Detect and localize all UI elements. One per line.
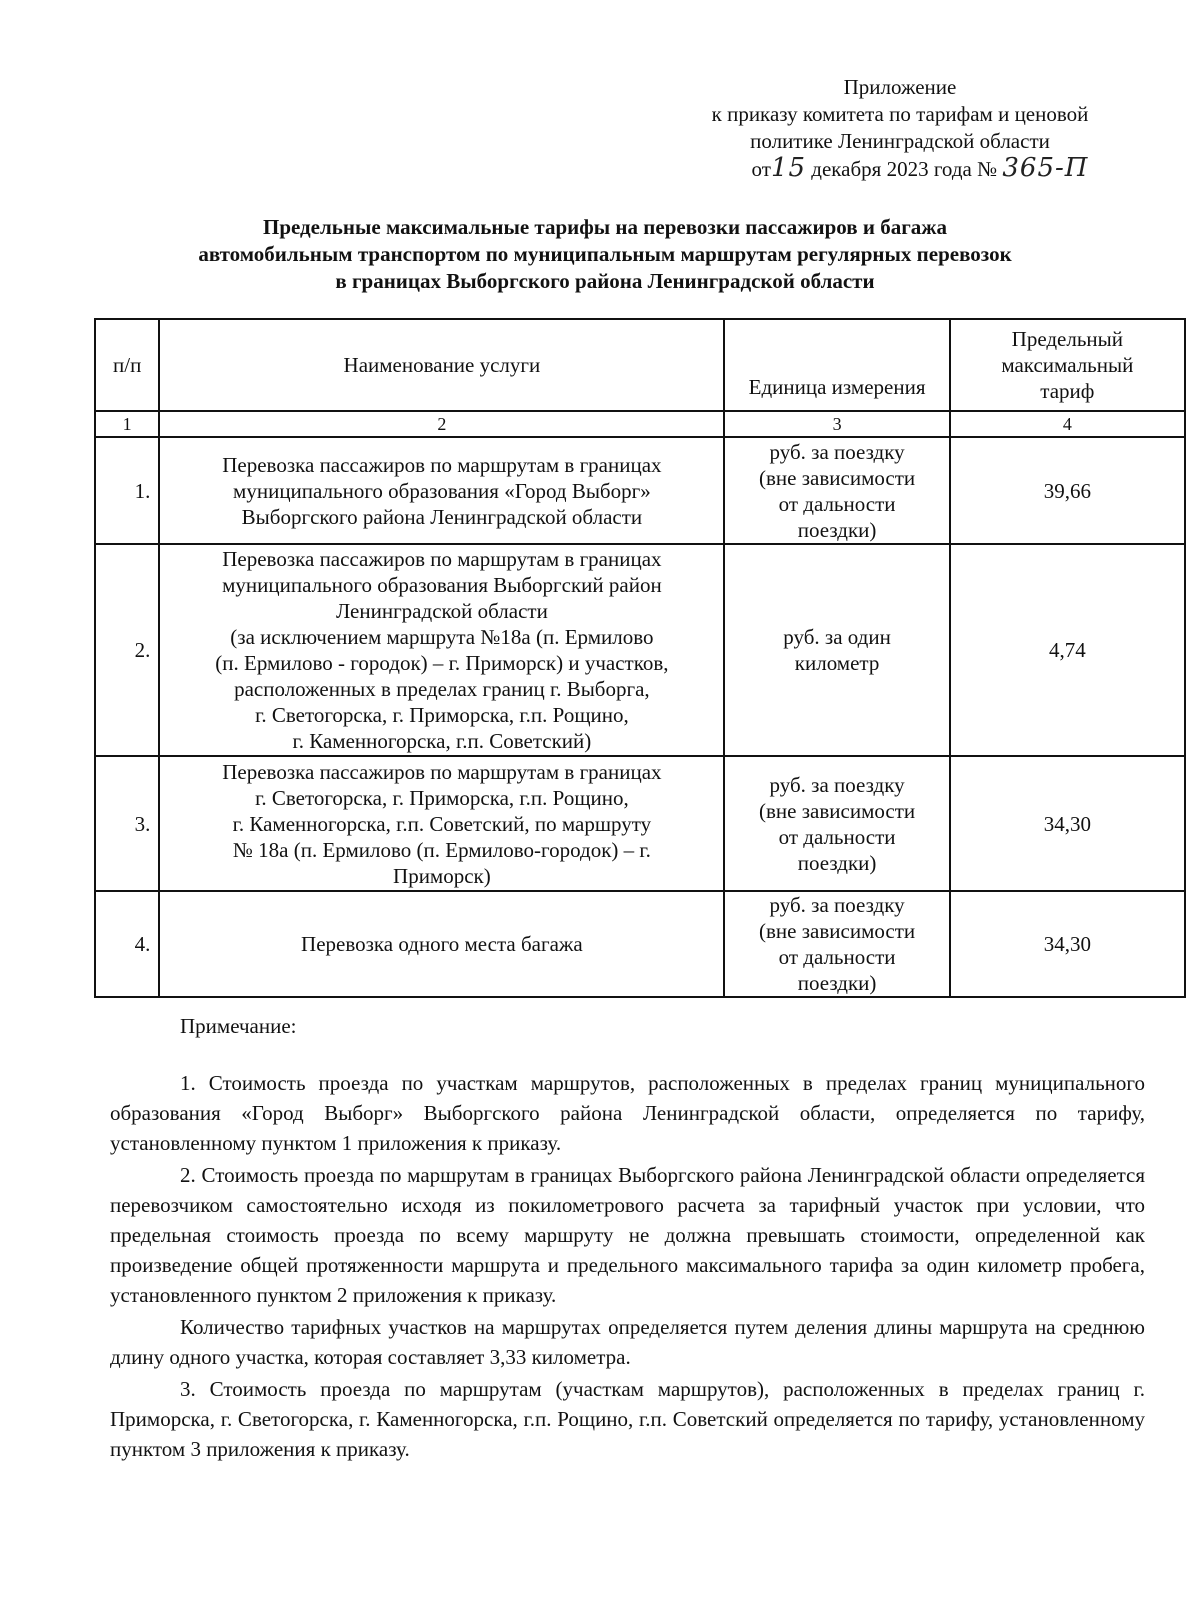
service-name-line: Перевозка пассажиров по маршрутам в границах — [222, 547, 662, 571]
row-number: 3. — [95, 756, 159, 891]
service-name-line: г. Каменногорска, г.п. Советский) — [292, 729, 592, 753]
service-name-line: Приморск) — [393, 863, 491, 888]
header-tariff — [950, 319, 1185, 411]
unit-line: руб. за поездку — [769, 439, 905, 464]
notes-section — [110, 1068, 1145, 1466]
unit-line: (вне зависимости — [759, 919, 916, 943]
service-name — [159, 756, 724, 891]
unit-of-measure — [724, 891, 949, 997]
header-tariff-line: тариф — [1040, 379, 1095, 403]
table-row — [95, 756, 1185, 891]
unit-of-measure — [724, 544, 949, 756]
service-name-line: (п. Ермилово - городок) – г. Приморск) и участков, — [215, 651, 669, 675]
header-unit: Единица измерения — [724, 319, 949, 411]
tariff-value: 39,66 — [950, 437, 1185, 544]
unit-of-measure — [724, 437, 949, 544]
date-rest: декабря 2023 года № — [811, 157, 998, 181]
title-line-2: автомобильным транспортом по муниципальным маршрутам регулярных перевозок — [198, 242, 1012, 266]
table-row — [95, 544, 1185, 756]
service-name-line: муниципального образования «Город Выборг» — [233, 478, 651, 503]
unit-line: километр — [794, 651, 880, 675]
title-line-1: Предельные максимальные тарифы на перевозки пассажиров и багажа — [263, 215, 947, 239]
row-number: 4. — [95, 891, 159, 997]
column-number: 4 — [950, 411, 1185, 437]
unit-line: (вне зависимости — [759, 465, 916, 490]
service-name — [159, 544, 724, 756]
appendix-order-date — [680, 155, 1160, 183]
table-row — [95, 437, 1185, 544]
unit-line: руб. за поездку — [769, 893, 905, 917]
appendix-header — [660, 74, 1140, 183]
service-name-line: г. Светогорска, г. Приморска, г.п. Рощино, — [255, 703, 629, 727]
service-name-line: г. Светогорска, г. Приморска, г.п. Рощино, — [255, 785, 629, 810]
service-name-line: Перевозка одного места багажа — [301, 932, 583, 956]
column-number: 1 — [95, 411, 159, 437]
service-name — [159, 437, 724, 544]
service-name-line: муниципального образования Выборгский район — [222, 573, 662, 597]
unit-line: руб. за один — [783, 625, 891, 649]
service-name-line: Выборгского района Ленинградской области — [241, 504, 643, 529]
column-number: 2 — [159, 411, 724, 437]
service-name-line: № 18а (п. Ермилово (п. Ермилово-городок) – г. — [232, 837, 651, 862]
service-name-line: Перевозка пассажиров по маршрутам в границах — [222, 759, 662, 784]
date-prefix: от — [751, 157, 771, 181]
handwritten-day: 15 — [770, 153, 807, 183]
table-row — [95, 891, 1185, 997]
header-tariff-line: Предельный — [1011, 327, 1124, 351]
note-paragraph: 2. Стоимость проезда по маршрутам в границах Выборгского района Ленинградской области определяется перевозчиком самостоятельно исходя из покилометрового расчета за тарифный участок при условии, что предельная стоимость проезда по всему маршруту не должна превышать стоимости, определенной как произведение общей протяженности маршрута и предельного максимального тарифа за один километр пробега, установленного пунктом 2 приложения к приказу. — [110, 1163, 1145, 1307]
unit-line: поездки) — [797, 971, 877, 995]
table-header-row — [95, 319, 1185, 411]
service-name-line: Ленинградской области — [335, 599, 548, 623]
unit-line: от дальности — [778, 945, 896, 969]
row-number: 1. — [95, 437, 159, 544]
column-number: 3 — [724, 411, 949, 437]
handwritten-order-number: 365-П — [1002, 153, 1089, 183]
service-name-line: Перевозка пассажиров по маршрутам в границах — [222, 452, 662, 477]
unit-line: от дальности — [778, 824, 896, 849]
notes-heading: Примечание: — [180, 1014, 297, 1038]
tariff-value: 4,74 — [950, 544, 1185, 756]
tariff-value: 34,30 — [950, 891, 1185, 997]
title-line-3: в границах Выборгского района Ленинградской области — [335, 269, 875, 293]
note-paragraph: 3. Стоимость проезда по маршрутам (участкам маршрутов), расположенных в пределах границ г. Приморска, г. Светогорска, г. Каменногорска, г.п. Рощино, г.п. Советский определяется по тарифу, установленному пунктом 3 приложения к приказу. — [110, 1377, 1145, 1461]
unit-line: (вне зависимости — [759, 798, 916, 823]
appendix-order-ref: к приказу комитета по тарифам и ценовой — [711, 102, 1089, 126]
unit-line: поездки) — [797, 517, 877, 542]
unit-line: руб. за поездку — [769, 772, 905, 797]
tariff-value: 34,30 — [950, 756, 1185, 891]
header-tariff-line: максимальный — [1001, 353, 1134, 377]
service-name-line: (за исключением маршрута №18а (п. Ермилово — [230, 625, 654, 649]
note-paragraph: Количество тарифных участков на маршрутах определяется путем деления длины маршрута на среднюю длину одного участка, которая составляет 3,33 километра. — [110, 1315, 1145, 1369]
header-service-name: Наименование услуги — [159, 319, 724, 411]
unit-of-measure — [724, 756, 949, 891]
document-title — [110, 214, 1100, 295]
service-name — [159, 891, 724, 997]
appendix-committee: политике Ленинградской области — [750, 129, 1050, 153]
header-num: п/п — [95, 319, 159, 411]
unit-line: от дальности — [778, 491, 896, 516]
appendix-label: Приложение — [843, 75, 957, 99]
column-number-row — [95, 411, 1185, 437]
tariff-table — [94, 318, 1186, 998]
row-number: 2. — [95, 544, 159, 756]
unit-line: поездки) — [797, 850, 877, 875]
service-name-line: расположенных в пределах границ г. Выборга, — [234, 677, 650, 701]
service-name-line: г. Каменногорска, г.п. Советский, по маршруту — [232, 811, 652, 836]
note-paragraph: 1. Стоимость проезда по участкам маршрутов, расположенных в пределах границ муниципального образования «Город Выборг» Выборгского района Ленинградской области, определяется по тарифу, установленному пунктом 1 приложения к приказу. — [110, 1071, 1145, 1155]
